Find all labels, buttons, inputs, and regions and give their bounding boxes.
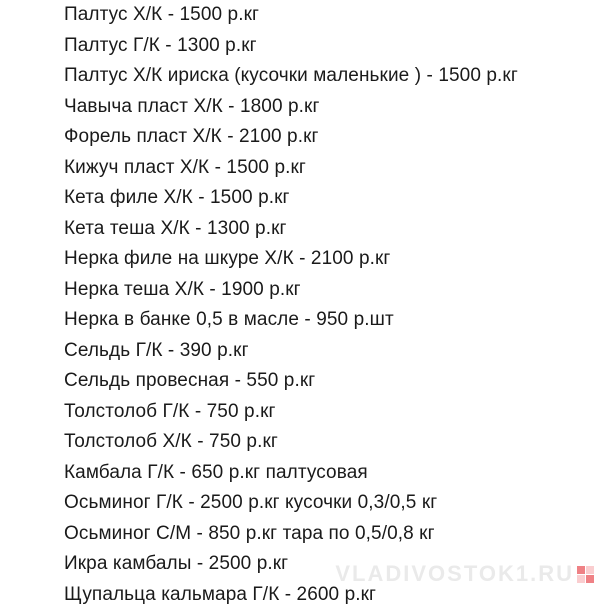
price-item: Нерка теша Х/К - 1900 р.кг [64,275,584,306]
price-item: Сельдь провесная - 550 р.кг [64,366,584,397]
price-item: Толстолоб Г/К - 750 р.кг [64,397,584,428]
watermark [335,561,594,587]
price-item: Кета теша Х/К - 1300 р.кг [64,214,584,245]
price-item: Осьминог Г/К - 2500 р.кг кусочки 0,3/0,5 кг [64,488,584,519]
price-item: Сельдь Г/К - 390 р.кг [64,336,584,367]
price-list [64,0,584,610]
price-item: Нерка в банке 0,5 в масле - 950 р.шт [64,305,584,336]
watermark-logo-icon [577,566,594,583]
price-item: Камбала Г/К - 650 р.кг палтусовая [64,458,584,489]
price-item: Чавыча пласт Х/К - 1800 р.кг [64,92,584,123]
price-item: Палтус Х/К - 1500 р.кг [64,0,584,31]
price-item: Щупальца кальмара Г/К - 2600 р.кг [64,580,584,610]
price-item: Нерка филе на шкуре Х/К - 2100 р.кг [64,244,584,275]
price-item: Толстолоб Х/К - 750 р.кг [64,427,584,458]
price-item: Кижуч пласт Х/К - 1500 р.кг [64,153,584,184]
price-item: Палтус Х/К ириска (кусочки маленькие ) - 1500 р.кг [64,61,584,92]
price-item: Форель пласт Х/К - 2100 р.кг [64,122,584,153]
price-item: Палтус Г/К - 1300 р.кг [64,31,584,62]
price-item: Икра камбалы - 2500 р.кг [64,549,584,580]
price-item: Кета филе Х/К - 1500 р.кг [64,183,584,214]
watermark-text: VLADIVOSTOK1.RU [335,561,574,587]
price-item: Осьминог С/М - 850 р.кг тара по 0,5/0,8 кг [64,519,584,550]
